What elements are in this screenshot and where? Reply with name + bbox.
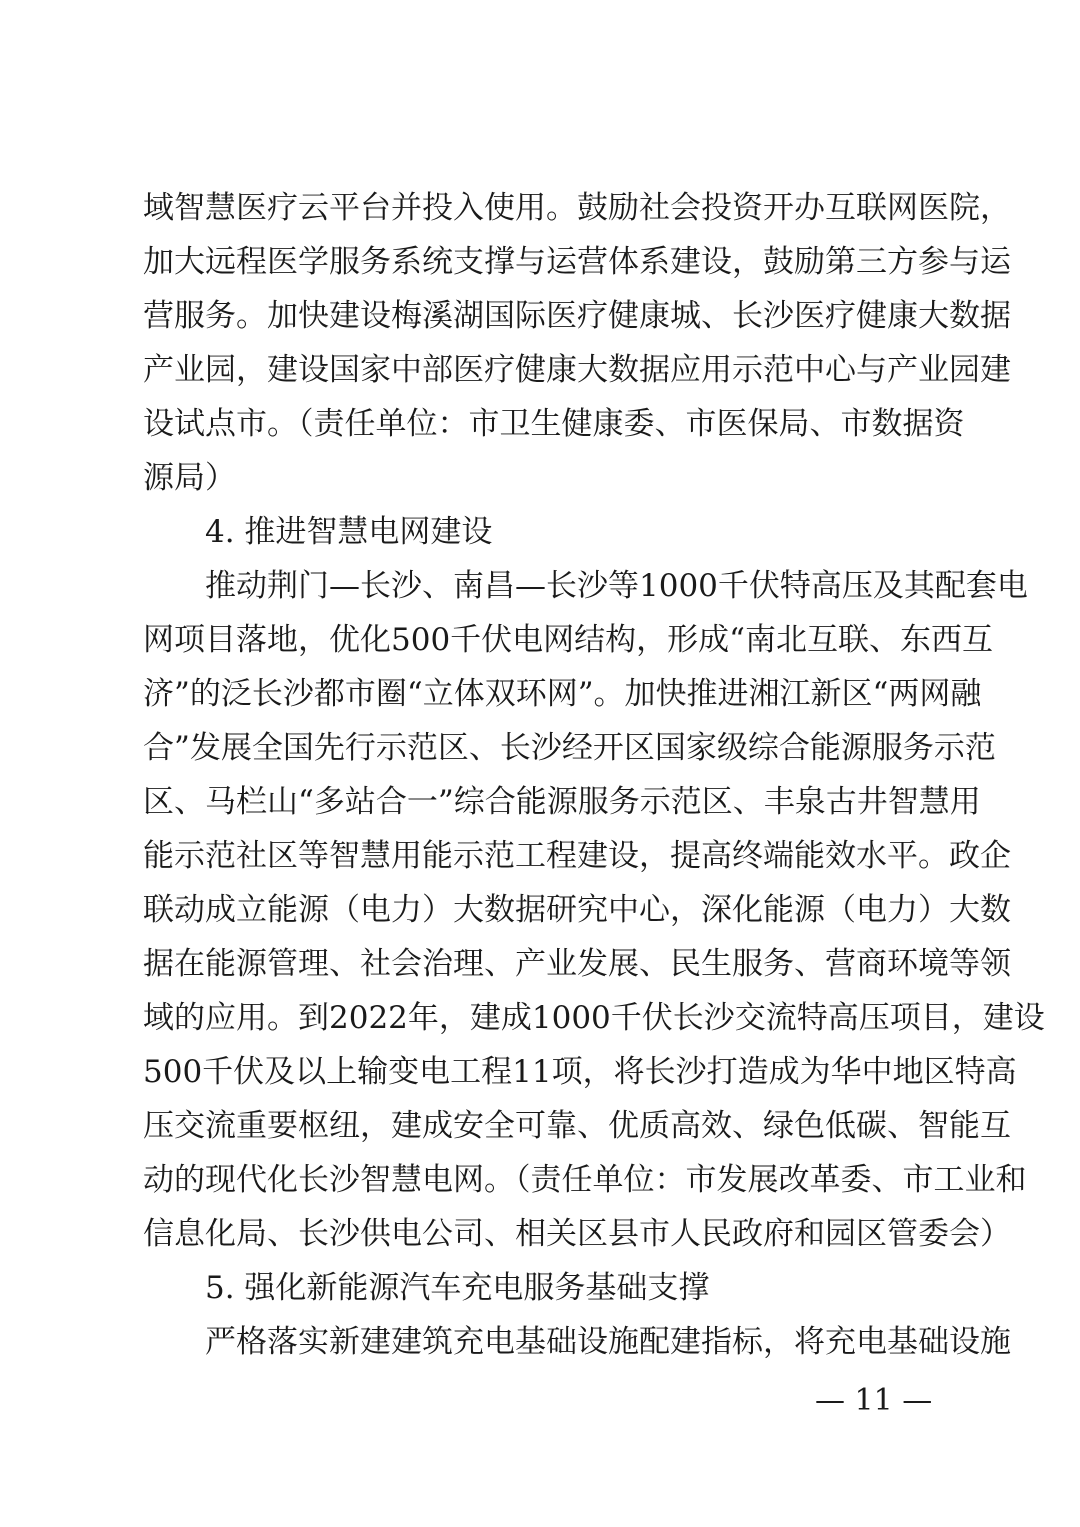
body-text-line: 合”发展全国先行示范区、长沙经开区国家级综合能源服务示范 bbox=[143, 730, 996, 766]
body-text-line: 域的应用。到2022年，建成1000千伏长沙交流特高压项目，建设 bbox=[143, 1000, 1045, 1036]
body-text-line: 信息化局、长沙供电公司、相关区县市人民政府和园区管委会） bbox=[143, 1216, 1011, 1252]
body-text-line: 域智慧医疗云平台并投入使用。鼓励社会投资开办互联网医院， bbox=[143, 190, 1011, 226]
page-number: — 11 — bbox=[815, 1383, 933, 1418]
body-text-line: 动的现代化长沙智慧电网。（责任单位：市发展改革委、市工业和 bbox=[143, 1162, 1027, 1198]
body-text-line: 加大远程医学服务系统支撑与运营体系建设，鼓励第三方参与运 bbox=[143, 244, 1011, 280]
body-text-line: 设试点市。（责任单位：市卫生健康委、市医保局、市数据资 bbox=[143, 406, 965, 442]
body-text-line: 源局） bbox=[143, 460, 236, 496]
body-text-line: 区、马栏山“多站合一”综合能源服务示范区、丰泉古井智慧用 bbox=[143, 784, 981, 820]
body-text-line: 能示范社区等智慧用能示范工程建设，提高终端能效水平。政企 bbox=[143, 838, 1011, 874]
body-text-line: 500千伏及以上输变电工程11项，将长沙打造成为华中地区特高 bbox=[143, 1054, 1017, 1090]
body-text-line: 产业园，建设国家中部医疗健康大数据应用示范中心与产业园建 bbox=[143, 352, 1011, 388]
section-heading: 4. 推进智慧电网建设 bbox=[205, 514, 493, 550]
body-text-line: 推动荆门—长沙、南昌—长沙等1000千伏特高压及其配套电 bbox=[205, 568, 1028, 604]
body-text-line: 据在能源管理、社会治理、产业发展、民生服务、营商环境等领 bbox=[143, 946, 1011, 982]
body-text-line: 严格落实新建建筑充电基础设施配建指标，将充电基础设施 bbox=[205, 1324, 1011, 1360]
body-text-line: 济”的泛长沙都市圈“立体双环网”。加快推进湘江新区“两网融 bbox=[143, 676, 982, 712]
body-text-line: 压交流重要枢纽，建成安全可靠、优质高效、绿色低碳、智能互 bbox=[143, 1108, 1011, 1144]
body-text-line: 营服务。加快建设梅溪湖国际医疗健康城、长沙医疗健康大数据 bbox=[143, 298, 1011, 334]
section-heading: 5. 强化新能源汽车充电服务基础支撑 bbox=[205, 1270, 710, 1306]
body-text-line: 联动成立能源（电力）大数据研究中心，深化能源（电力）大数 bbox=[143, 892, 1011, 928]
body-text-line: 网项目落地，优化500千伏电网结构，形成“南北互联、东西互 bbox=[143, 622, 994, 658]
